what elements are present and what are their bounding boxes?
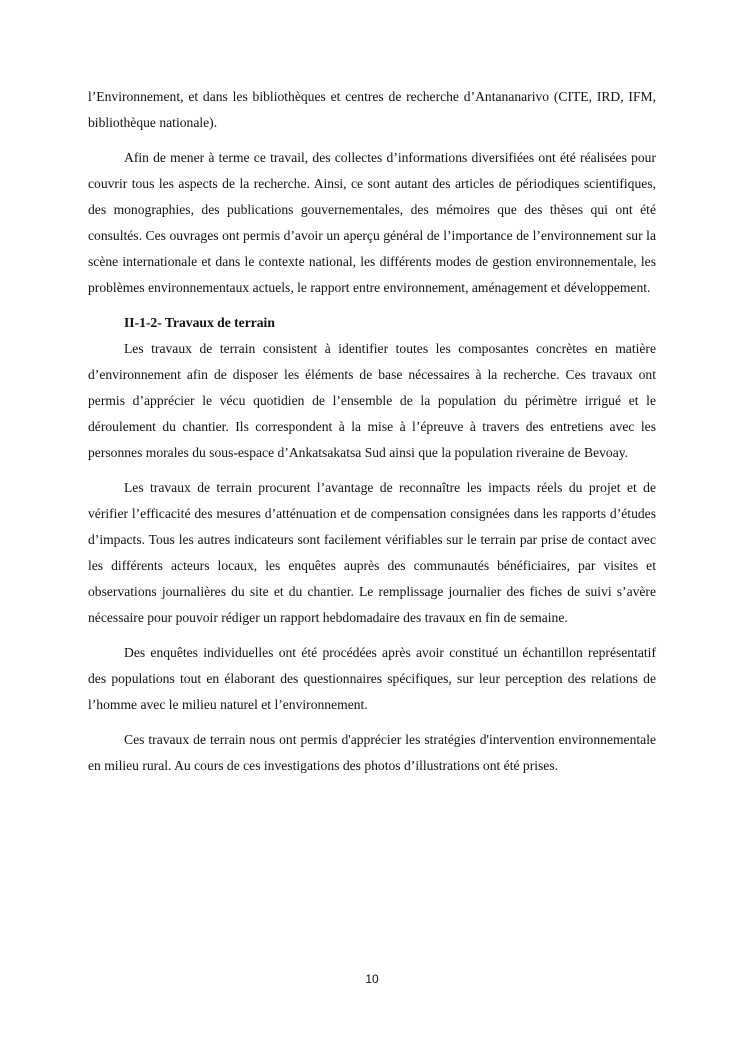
paragraph-fieldwork-advantages: Les travaux de terrain procurent l’avantage de reconnaître les impacts réels du projet et de vérifier l’efficacité des mesures d’atténuation et de compensation consignées dans les rapports d’études d’impacts. Tous les autres indicateurs sont facilement vérifiables sur le terrain par prise de contact avec les différents acteurs locaux, les enquêtes auprès des communautés bénéficiaires, par visites et observations journalières du site et du chantier. Le remplissage journalier des fiches de suivi s’avère nécessaire pour pouvoir rédiger un rapport hebdomadaire des travaux en fin de semaine. bbox=[88, 480, 656, 625]
paragraph-documentary-research: Afin de mener à terme ce travail, des collectes d’informations diversifiées ont été réalisées pour couvrir tous les aspects de la recherche. Ainsi, ce sont autant des articles de périodiques scientifiques, des monographies, des publications gouvernementales, des mémoires que des thèses qui ont été consultés. Ces ouvrages ont permis d’avoir un aperçu général de l’importance de l’environnement sur la scène internationale et dans le contexte national, les différents modes de gestion environnementale, les problèmes environnementaux actuels, le rapport entre environnement, aménagement et développement. bbox=[88, 150, 656, 295]
page-body bbox=[88, 84, 656, 779]
page-number: 10 bbox=[365, 972, 379, 986]
paragraph-individual-surveys: Des enquêtes individuelles ont été procédées après avoir constitué un échantillon représentatif des populations tout en élaborant des questionnaires spécifiques, sur leur perception des relations de l’homme avec le milieu naturel et l’environnement. bbox=[88, 645, 656, 712]
paragraph-intervention-strategies: Ces travaux de terrain nous ont permis d'apprécier les stratégies d'intervention environnementale en milieu rural. Au cours de ces investigations des photos d’illustrations ont été prises. bbox=[88, 732, 656, 773]
paragraph-continuation: l’Environnement, et dans les bibliothèques et centres de recherche d’Antananarivo (CITE, IRD, IFM, bibliothèque nationale). bbox=[88, 89, 656, 130]
paragraph-fieldwork-definition: Les travaux de terrain consistent à identifier toutes les composantes concrètes en matière d’environnement afin de disposer les éléments de base nécessaires à la recherche. Ces travaux ont permis d’apprécier le vécu quotidien de l’ensemble de la population du périmètre irrigué et le déroulement du chantier. Ils correspondent à la mise à l’épreuve à travers des entretiens avec les personnes morales du sous-espace d’Ankatsakatsa Sud ainsi que la population riveraine de Bevoay. bbox=[88, 341, 656, 460]
section-heading: II-1-2- Travaux de terrain bbox=[124, 315, 275, 330]
